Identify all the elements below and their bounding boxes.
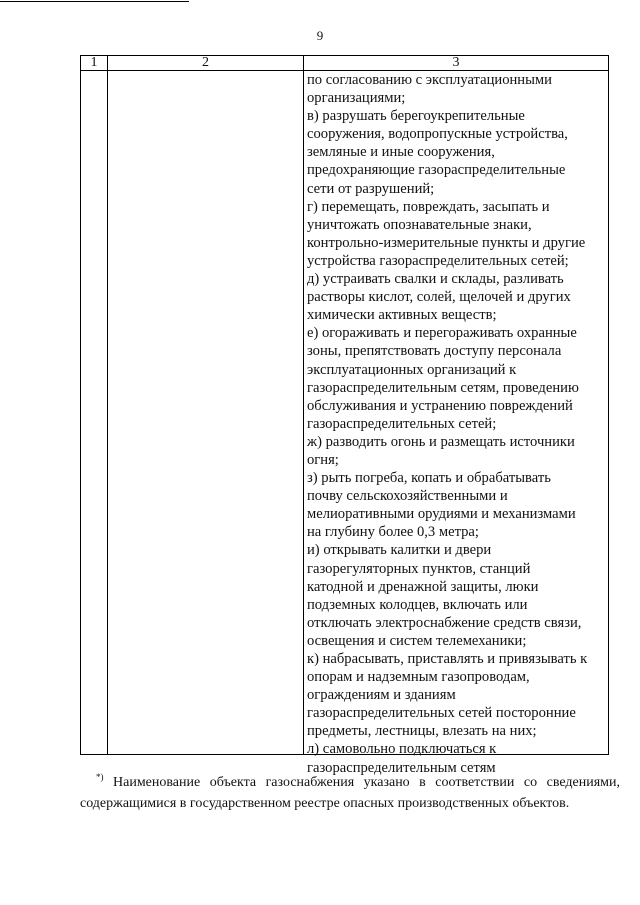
text-line: г) перемещать, повреждать, засыпать и	[307, 198, 550, 215]
text-line: в) разрушать берегоукрепительные	[307, 108, 525, 125]
text-line: газораспределительным сетям, проведению	[307, 379, 579, 396]
text-line: ограждениям и зданиям	[307, 687, 456, 704]
text-line: земляные и иные сооружения,	[307, 144, 495, 161]
text-line: газораспределительных сетей посторонние	[307, 705, 576, 722]
column-header-3: 3	[452, 55, 460, 70]
text-line: обслуживания и устранению повреждений	[307, 397, 573, 414]
text-line: ж) разводить огонь и размещать источники	[307, 433, 575, 450]
page-number: 9	[316, 28, 324, 43]
text-line: предохраняющие газораспределительные	[307, 162, 566, 179]
footnote	[80, 772, 620, 814]
text-line: контрольно-измерительные пункты и другие	[307, 234, 586, 251]
text-line: и) открывать калитки и двери	[307, 542, 492, 559]
text-line: по согласованию с эксплуатационными	[307, 72, 552, 88]
column-header-2: 2	[202, 55, 209, 70]
text-line: к) набрасывать, приставлять и привязывать к	[307, 651, 588, 667]
text-line: почву сельскохозяйственными и	[307, 488, 508, 505]
text-line: огня;	[307, 451, 339, 468]
text-line: предметы, лестницы, влезать на них;	[307, 723, 537, 740]
text-line: зоны, препятствовать доступу персонала	[307, 343, 562, 360]
text-line: сети от разрушений;	[307, 180, 435, 197]
text-line: газорегуляторных пунктов, станций	[307, 560, 531, 577]
text-line: д) устраивать свалки и склады, разливать	[307, 271, 564, 288]
column-divider	[107, 56, 108, 754]
text-line: растворы кислот, солей, щелочей и других	[307, 289, 571, 306]
header-rule	[0, 1, 189, 2]
text-line: мелиоративными орудиями и механизмами	[307, 506, 576, 523]
text-line: опорам и надземным газопроводам,	[307, 669, 530, 686]
text-line: устройства газораспределительных сетей;	[307, 252, 569, 269]
text-line: з) рыть погреба, копать и обрабатывать	[307, 470, 551, 487]
text-line: химически активных веществ;	[307, 307, 497, 324]
footnote-marker: *)	[96, 772, 104, 782]
footnote-text: Наименование объекта газоснабжения указано в соответствии со сведениями, содержащимися в государственном реестре опасных производственных объектов.	[80, 775, 620, 811]
text-line: катодной и дренажной защиты, люки	[307, 578, 539, 595]
text-line: эксплуатационных организаций к	[307, 361, 517, 378]
content-table	[80, 55, 609, 776]
text-line: газораспределительных сетей;	[307, 415, 497, 432]
text-line: отключать электроснабжение средств связи,	[307, 614, 582, 631]
table-cell-column-3	[307, 71, 607, 777]
text-line: на глубину более 0,3 метра;	[307, 524, 479, 541]
text-line: организациями;	[307, 90, 406, 107]
column-divider	[303, 56, 304, 754]
text-line: л) самовольно подключаться к	[307, 741, 497, 758]
text-line: уничтожать опознавательные знаки,	[307, 216, 532, 233]
column-header-1: 1	[90, 55, 98, 70]
text-line: подземных колодцев, включать или	[307, 596, 528, 613]
text-line: сооружения, водопропускные устройства,	[307, 126, 568, 143]
text-line: газораспределительным сетям	[307, 759, 496, 776]
text-line: е) огораживать и перегораживать охранные	[307, 325, 577, 342]
text-line: освещения и систем телемеханики;	[307, 632, 527, 649]
